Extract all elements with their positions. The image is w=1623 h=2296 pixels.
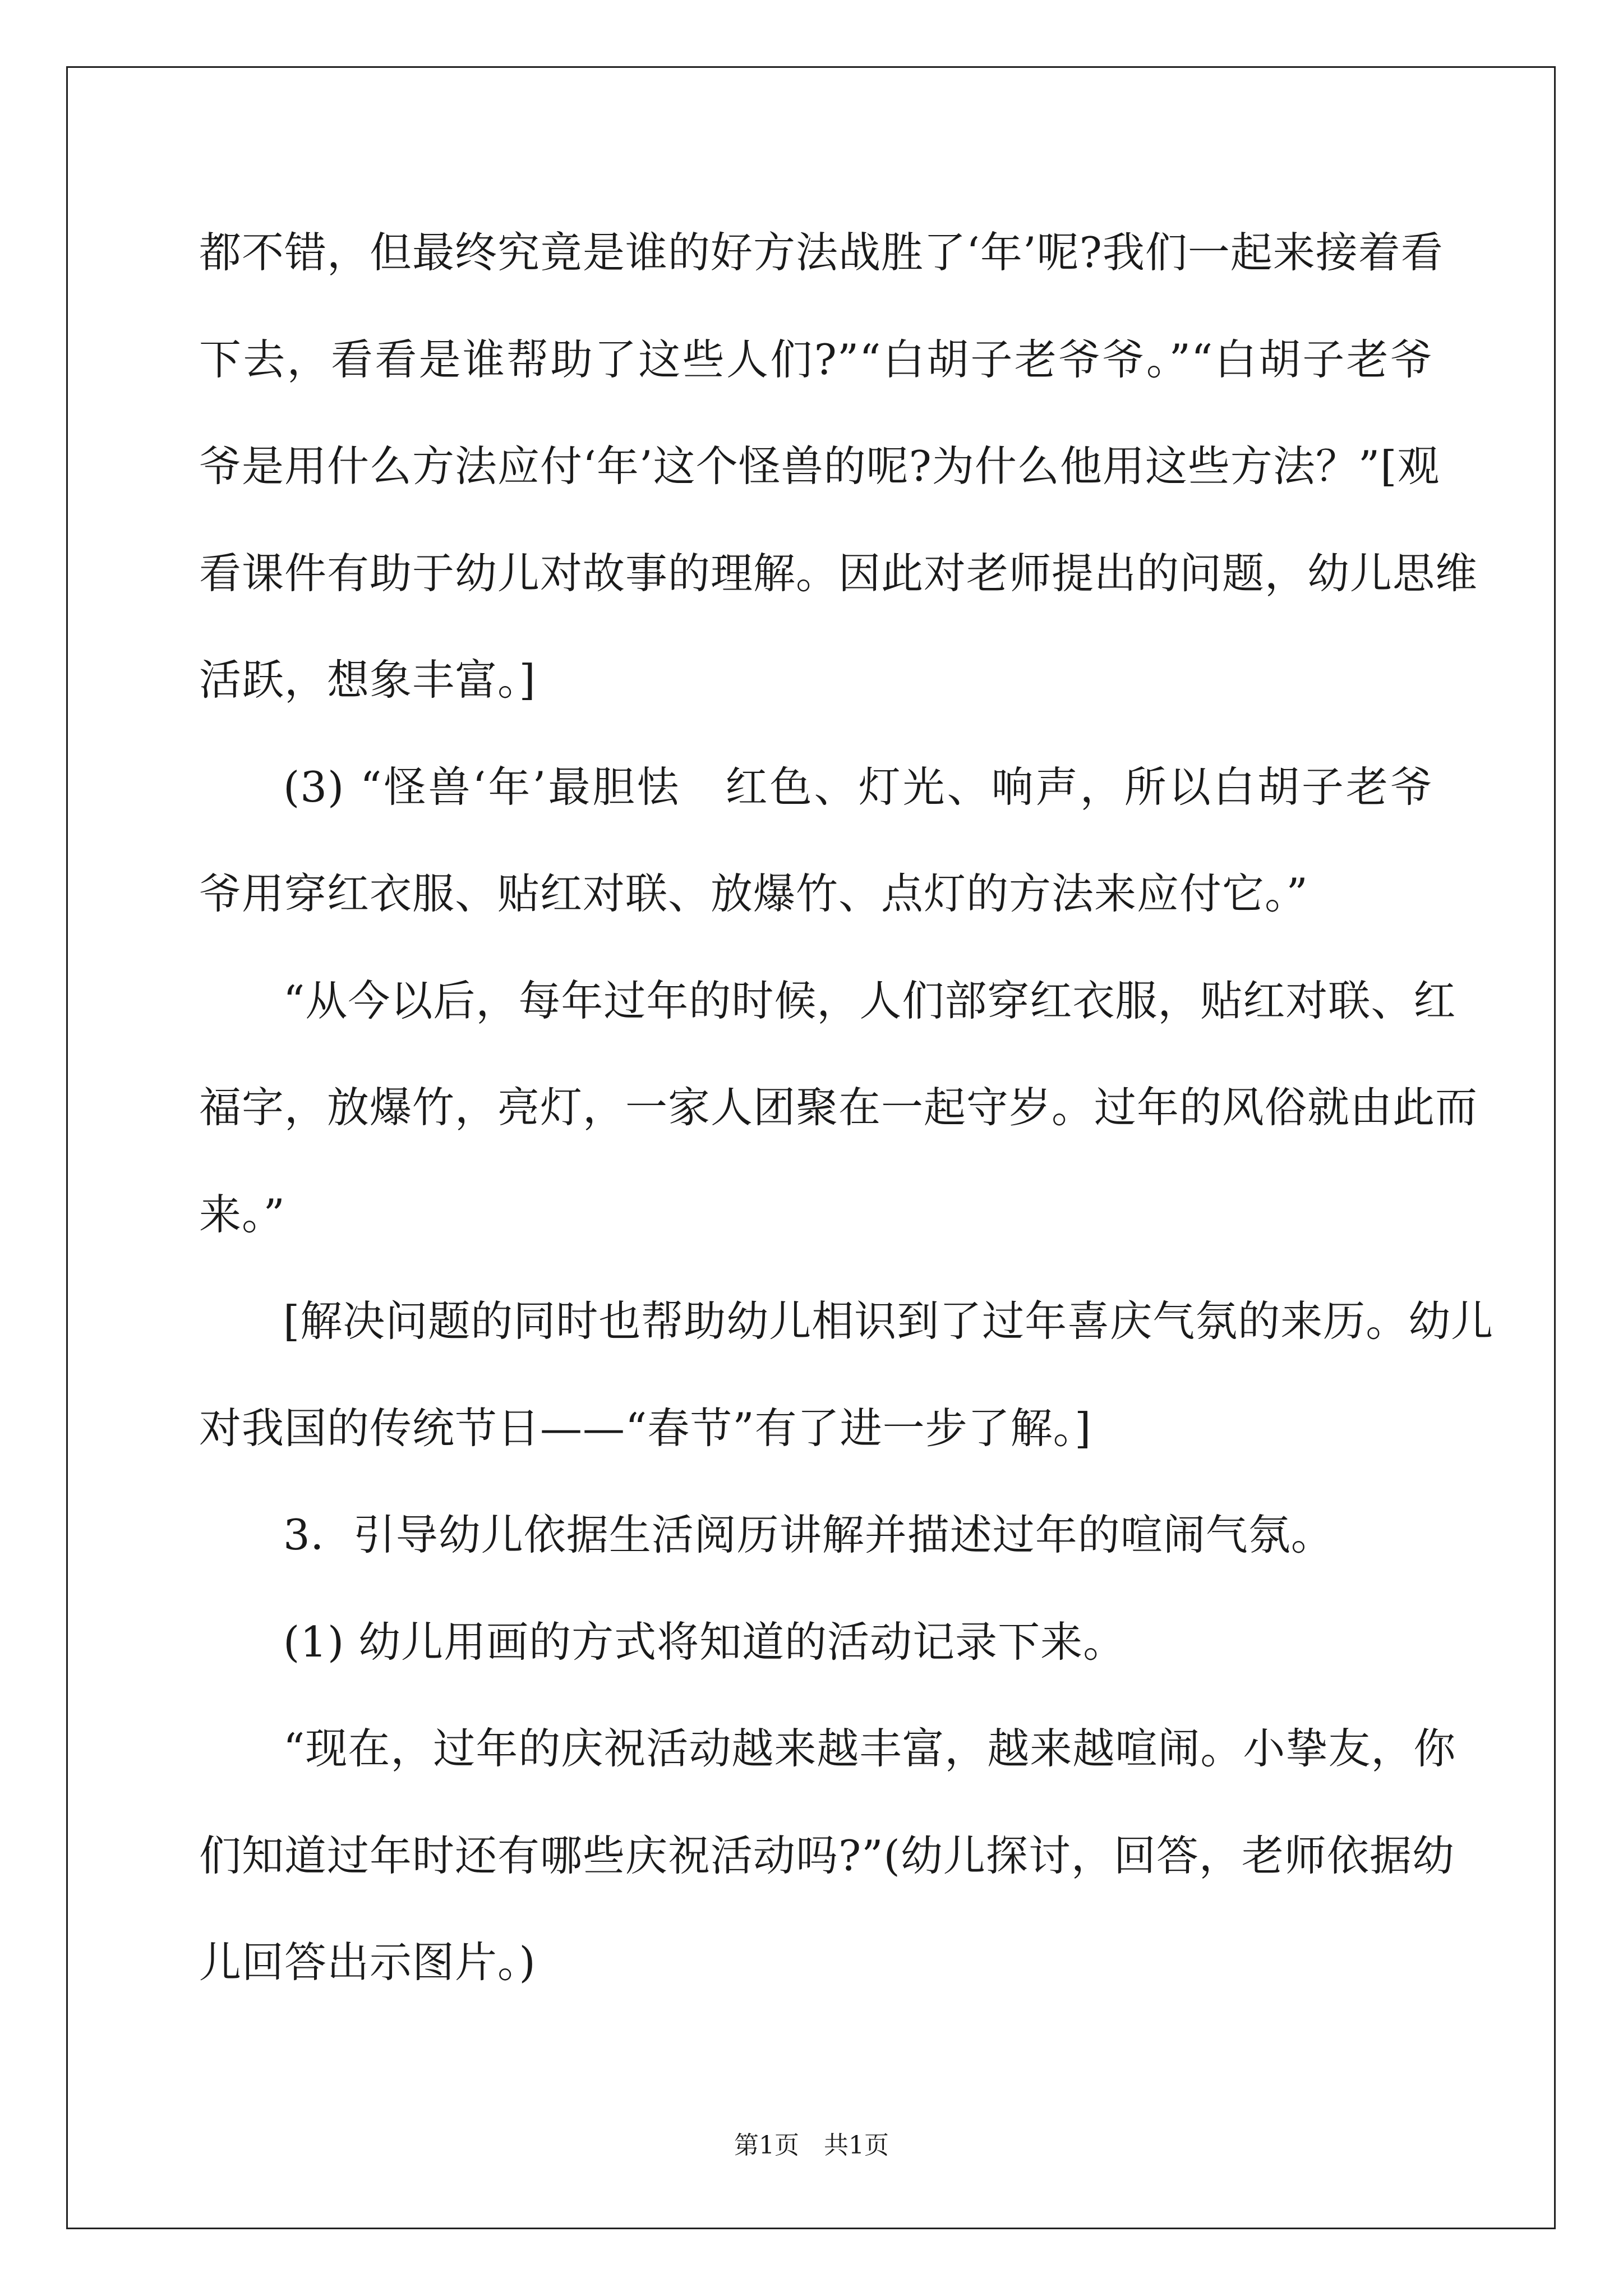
text-line: 对我国的传统节日——“春节”有了进一步了解。] [199,1403,1092,1453]
text-line: 儿回答出示图片。) [199,1938,536,1987]
text-line: 来。” [199,1189,285,1239]
text-line: 爷用穿红衣服、贴红对联、放爆竹、点灯的方法来应付它。” [199,869,1308,918]
text-line: (3) “怪兽‘年’最胆怯 红色、灯光、响声，所以白胡子老爷 [283,762,1433,812]
text-line: [解决问题的同时也帮助幼儿相识到了过年喜庆气氛的来历。幼儿 [283,1296,1494,1346]
text-line: “从今以后，每年过年的时候，人们部穿红衣服，贴红对联、红 [283,976,1456,1025]
text-line: 爷是用什么方法应付‘年’这个怪兽的呢?为什么他用这些方法？”[观 [199,441,1440,491]
text-line: 下去，看看是谁帮助了这些人们?”“白胡子老爷爷。”“白胡子老爷 [199,334,1433,384]
text-line: 活跃，想象丰富。] [199,655,536,705]
text-line: 们知道过年时还有哪些庆祝活动吗?”(幼儿探讨，回答，老师依据幼 [199,1830,1455,1880]
text-line: 福字，放爆竹，亮灯，一家人团聚在一起守岁。过年的风俗就由此而 [199,1083,1478,1132]
page-footer: 第1页 共1页 [734,2131,889,2160]
text-line: “现在，过年的庆祝活动越来越丰富，越来越喧闹。小挚友，你 [283,1724,1456,1773]
text-line: 看课件有助于幼儿对故事的理解。因此对老师提出的问题，幼儿思维 [199,548,1478,598]
text-line: (1) 幼儿用画的方式将知道的活动记录下来。 [283,1617,1126,1667]
text-line: 3．引导幼儿依据生活阅历讲解并描述过年的喧闹气氛。 [283,1510,1334,1559]
text-line: 都不错，但最终究竟是谁的好方法战胜了‘年’呢?我们一起来接着看 [199,228,1444,277]
document-body [199,199,1494,2016]
